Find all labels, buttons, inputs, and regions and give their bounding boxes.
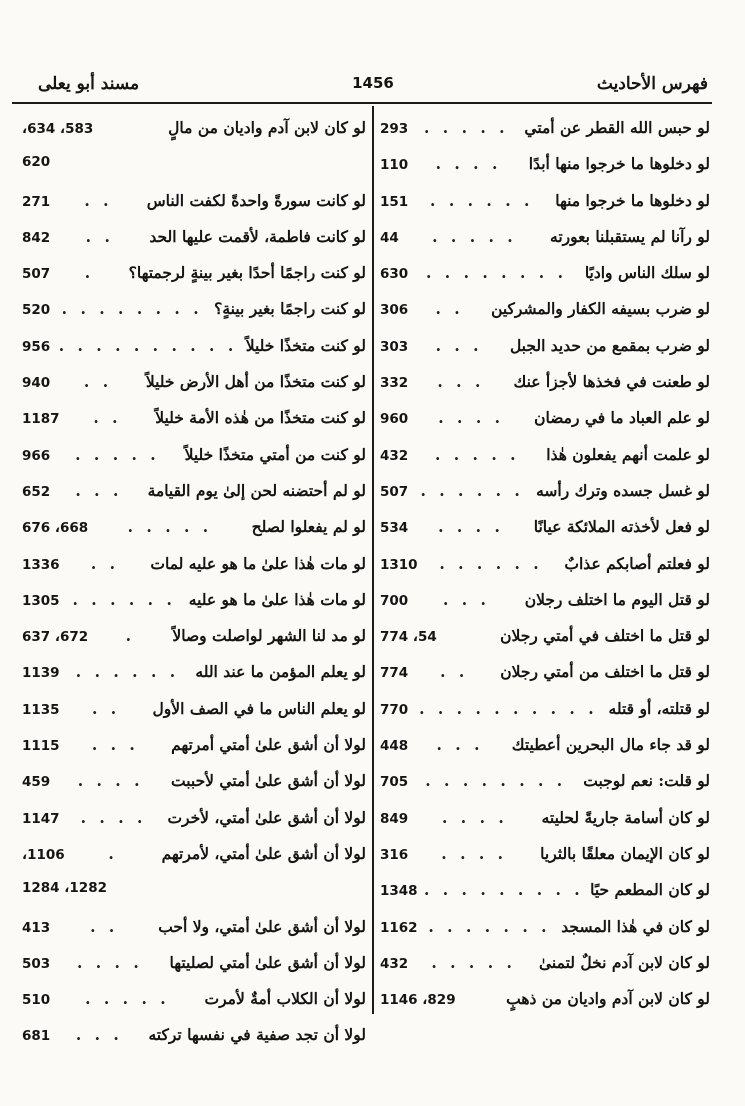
index-entry (380, 299, 710, 335)
entry-hadith-number: 507 (380, 483, 409, 500)
index-entry (380, 735, 710, 771)
index-entry (22, 154, 366, 190)
entry-hadith-number: 1147 (22, 810, 60, 827)
entry-hadith-number: 1305 (22, 592, 60, 609)
index-entry (22, 445, 366, 481)
index-entry (22, 917, 366, 953)
entry-hadith-number: 303 (380, 338, 409, 355)
entry-leader-dots: . . . . . . . . (426, 263, 567, 283)
entry-text: لو يعلم الناس ما في الصف الأول (152, 698, 366, 718)
index-title: فهرس الأحاديث (596, 74, 708, 94)
entry-leader-dots: . . . . . . . . . . (419, 698, 598, 718)
entry-leader-dots: . . . . (442, 807, 508, 827)
page-number: 1456 (352, 74, 394, 92)
entry-leader-dots: . . . . . . . . . . (58, 335, 238, 355)
index-entry (22, 844, 366, 880)
entry-leader-dots: . . (440, 662, 469, 682)
index-entry (380, 517, 710, 553)
entry-leader-dots: . . (83, 372, 113, 392)
entry-hadith-number: 271 (22, 193, 51, 210)
entry-hadith-number: 413 (22, 919, 51, 936)
entry-leader-dots: . . (90, 916, 119, 936)
header-rule (12, 102, 712, 104)
index-entry (380, 554, 710, 590)
entry-text: لو كان في هٰذا المسجد (561, 916, 710, 936)
entry-leader-dots: . . . . . . (75, 662, 180, 682)
index-entry (380, 481, 710, 517)
entry-text: لو قتلته، أو قتله (608, 698, 710, 718)
entry-hadith-number: 520 (22, 302, 51, 319)
entry-text: لو فعل لأخذته الملائكة عيانًا (533, 517, 710, 537)
entry-hadith-number: 652 (22, 483, 51, 500)
index-entry (380, 917, 710, 953)
index-entry (22, 408, 366, 444)
entry-leader-dots: . . . . (441, 843, 508, 863)
entry-leader-dots: . . . . (77, 771, 144, 791)
entry-text: لولا أن أشق علىٰ أمتي، لأمرتهم (161, 843, 366, 863)
entry-hadith-number: 956 (22, 338, 51, 355)
entry-leader-dots: . . . (75, 480, 123, 500)
index-entry (380, 263, 710, 299)
left-column (22, 118, 366, 1062)
entry-leader-dots: . . . . . . (72, 589, 176, 609)
entry-text: لو قتل ما اختلف في أمتي رجلان (500, 626, 710, 646)
index-entry (22, 1025, 366, 1061)
entry-hadith-number: 459 (22, 774, 51, 791)
entry-hadith-number: 510 (22, 992, 51, 1009)
entry-hadith-number: 293 (380, 121, 409, 137)
entry-leader-dots: . . . . . (85, 989, 170, 1009)
entry-leader-dots: . . (85, 226, 114, 246)
entry-hadith-number: 448 (380, 738, 409, 755)
index-entry (380, 953, 710, 989)
entry-hadith-number: 774 (380, 665, 409, 682)
entry-hadith-number: ،1106 (22, 846, 65, 863)
entry-text: لو كان الإيمان معلقًا بالثريا (540, 843, 710, 863)
index-entry (380, 408, 710, 444)
index-entry (22, 699, 366, 735)
index-entry (22, 771, 366, 807)
column-divider (372, 106, 374, 1014)
entry-hadith-number: 1146 ،829 (380, 992, 456, 1009)
entry-text: لولا أن تجد صفية في نفسها تركته (148, 1025, 366, 1045)
entry-hadith-number: 316 (380, 846, 409, 863)
entry-leader-dots: . . (435, 299, 464, 319)
entry-text: لو كانت فاطمة، لأقمت عليها الحد (149, 226, 366, 246)
entry-text: لو مات هٰذا علىٰ ما هو عليه لمات (150, 553, 366, 573)
entry-leader-dots: . . . (437, 372, 485, 392)
entry-text: لو كانت سورةً واحدةً لكفت الناس (146, 190, 366, 210)
entry-hadith-number: 774 ،54 (380, 629, 437, 646)
entry-hadith-number: 681 (22, 1028, 51, 1045)
entry-leader-dots: . (84, 263, 95, 283)
index-entry (22, 953, 366, 989)
index-entry (380, 626, 710, 662)
entry-leader-dots: . . . . . . . . (425, 771, 567, 791)
entry-text: لو كان لابن آدم واديان من مالٍ (168, 118, 366, 137)
entry-leader-dots: . . . . (435, 154, 502, 174)
entry-text: لولا أن أشق علىٰ أمتي، ولا أحب (158, 916, 366, 936)
entry-text: لو لم أحتضنه لحن إلىٰ يوم القيامة (147, 480, 366, 500)
index-entry (22, 554, 366, 590)
entry-leader-dots: . . (84, 190, 113, 210)
entry-hadith-number: 705 (380, 774, 409, 791)
book-title: مسند أبو يعلى (38, 74, 140, 94)
entry-hadith-number: 432 (380, 955, 409, 972)
entry-hadith-number: 842 (22, 229, 51, 246)
index-entry (22, 372, 366, 408)
entry-text: لو ضرب بمقمع من حديد الجبل (509, 335, 710, 355)
entry-leader-dots: . . . . . . . . . (423, 880, 584, 900)
entry-hadith-number: 432 (380, 447, 409, 464)
entry-leader-dots: . . . . . (434, 444, 520, 464)
entry-leader-dots: . . . . (76, 952, 143, 972)
entry-text: لو كان لابن آدم واديان من ذهبٍ (506, 989, 710, 1009)
entry-leader-dots: . . . (442, 589, 490, 609)
entry-text: لو ضرب بسيفه الكفار والمشركين (491, 299, 710, 319)
index-entry (380, 880, 710, 916)
entry-text: لو كنت راجمًا أحدًا بغير بينةٍ لرجمتها؟ (128, 263, 366, 283)
entry-text: لو كان لابن آدم نخلٌ لتمنىٰ (539, 952, 710, 972)
index-entry (380, 699, 710, 735)
index-entry (22, 299, 366, 335)
entry-hadith-number: 1135 (22, 701, 60, 718)
entry-text: لو قتل اليوم ما اختلف رجلان (524, 589, 710, 609)
entry-leader-dots: . . . . . (127, 517, 213, 537)
entry-hadith-number: 1187 (22, 411, 60, 428)
index-entry (22, 989, 366, 1025)
entry-leader-dots: . . . . . . . (428, 916, 551, 936)
entry-hadith-number: 770 (380, 701, 409, 718)
index-entry (22, 808, 366, 844)
entry-leader-dots: . . . . . . . . (61, 299, 203, 319)
entry-text: لو كنت متخذًا من هٰذه الأمة خليلاً (155, 408, 366, 428)
entry-leader-dots: . . . (91, 735, 139, 755)
entry-leader-dots: . . . . (438, 408, 505, 428)
entry-text: لو رآنا لم يستقبلنا بعورته (550, 226, 710, 246)
entry-hadith-number: 940 (22, 375, 51, 392)
entry-hadith-number: 1284 ،1282 (22, 880, 107, 897)
entry-text: لو حبس الله القطر عن أمتي (524, 118, 710, 137)
entry-hadith-number: 960 (380, 411, 409, 428)
index-entry (22, 481, 366, 517)
index-entry (22, 626, 366, 662)
entry-text: لو سلك الناس واديًا (584, 263, 710, 283)
entry-text: لولا أن أشق علىٰ أمتي لأحببت (171, 771, 366, 791)
entry-text: لو غسل جسده وترك رأسه (536, 480, 710, 500)
entry-hadith-number: 966 (22, 447, 51, 464)
entry-text: لو كنت راجمًا بغير بينةٍ؟ (214, 299, 366, 319)
entry-leader-dots: . . (91, 698, 121, 718)
entry-leader-dots: . . . . . (424, 118, 509, 137)
index-entry (380, 590, 710, 626)
index-entry (22, 590, 366, 626)
index-entry (380, 989, 710, 1025)
entry-hadith-number: 534 (380, 520, 409, 537)
index-entry (380, 191, 710, 227)
entry-hadith-number: 630 (380, 266, 409, 283)
entry-text: لو علم العباد ما في رمضان (534, 408, 710, 428)
index-entry (380, 372, 710, 408)
right-column (380, 118, 710, 1025)
entry-leader-dots: . . . . . (431, 952, 516, 972)
entry-text: لو فعلتم أصابكم عذابٌ (564, 553, 710, 573)
entry-leader-dots: . . . (436, 735, 484, 755)
entry-leader-dots: . . . . . . (420, 480, 524, 500)
entry-leader-dots: . . . (435, 335, 483, 355)
entry-text: لو كنت متخذًا خليلاً (245, 335, 366, 355)
index-entry (380, 336, 710, 372)
index-entry (380, 227, 710, 263)
entry-text: لو يعلم المؤمن ما عند الله (195, 662, 366, 682)
entry-hadith-number: 151 (380, 193, 409, 210)
page-header (38, 74, 708, 100)
entry-hadith-number: 676 ،668 (22, 520, 89, 537)
index-entry (380, 118, 710, 154)
entry-text: لو كان المطعم حيًا (590, 880, 710, 900)
index-entry (380, 808, 710, 844)
index-entry (380, 844, 710, 880)
entry-leader-dots: . (125, 626, 135, 646)
entry-text: لو قلت: نعم لوجبت (583, 771, 710, 791)
entry-hadith-number: 620 (22, 154, 51, 171)
entry-leader-dots: . . . . . . (430, 190, 534, 210)
entry-text: لو طعنت في فخذها لأجزأ عنك (513, 372, 710, 392)
entry-text: لولا أن أشق علىٰ أمتي، لأخرت (167, 807, 366, 827)
entry-hadith-number: 1115 (22, 738, 60, 755)
entry-text: لو قتل ما اختلف من أمتي رجلان (500, 662, 710, 682)
entry-hadith-number: 1139 (22, 665, 60, 682)
entry-text: لو كنت من أمتي متخذًا خليلاً (184, 444, 366, 464)
entry-hadith-number: 503 (22, 955, 51, 972)
index-entry (22, 118, 366, 154)
entry-hadith-number: 507 (22, 266, 51, 283)
entry-leader-dots: . . . . . (432, 226, 517, 246)
index-entry (22, 227, 366, 263)
entry-hadith-number: 637 ،672 (22, 629, 89, 646)
index-entry (22, 191, 366, 227)
index-entry (22, 336, 366, 372)
entry-text: لو قد جاء مال البحرين أعطيتك (511, 735, 710, 755)
entry-text: لو كان أسامة جاريةً لحليته (541, 807, 710, 827)
entry-text: لولا أن أشق علىٰ أمتي لصليتها (169, 952, 366, 972)
entry-text: لو علمت أنهم يفعلون هٰذا (546, 444, 710, 464)
index-entry (380, 662, 710, 698)
entry-text: لو دخلوها ما خرجوا منها أبدًا (528, 154, 710, 174)
entry-text: لو لم يفعلوا لصلح (251, 517, 366, 537)
entry-text: لو مات هٰذا علىٰ ما هو عليه (188, 589, 366, 609)
entry-hadith-number: 110 (380, 157, 409, 174)
entry-leader-dots: . . . . (438, 517, 504, 537)
entry-text: لولا أن الكلاب أمةٌ لأمرت (204, 989, 366, 1009)
entry-text: لو مد لنا الشهر لواصلت وصالاً (172, 626, 366, 646)
entry-hadith-number: 1162 (380, 919, 418, 936)
index-entry (380, 771, 710, 807)
index-entry (380, 445, 710, 481)
entry-leader-dots: . . . . . . (439, 553, 543, 573)
entry-hadith-number: 1348 (380, 883, 418, 900)
entry-hadith-number: 1336 (22, 556, 60, 573)
index-entry (22, 517, 366, 553)
entry-leader-dots: . . . (75, 1025, 123, 1045)
entry-hadith-number: 332 (380, 375, 409, 392)
entry-hadith-number: 849 (380, 810, 409, 827)
entry-leader-dots: . . . . (80, 807, 147, 827)
entry-hadith-number: 700 (380, 592, 409, 609)
index-entry (22, 662, 366, 698)
index-entry (22, 880, 366, 916)
index-entry (22, 263, 366, 299)
entry-hadith-number: 306 (380, 302, 409, 319)
entry-text: لو كنت متخذًا من أهل الأرض خليلاً (145, 372, 366, 392)
entry-hadith-number: 44 (380, 229, 399, 246)
entry-leader-dots: . . . . . (75, 444, 160, 464)
entry-text: لو دخلوها ما خرجوا منها (555, 190, 710, 210)
index-entry (22, 735, 366, 771)
entry-hadith-number: ،634 ،583 (22, 121, 94, 137)
entry-leader-dots: . . (93, 408, 122, 428)
entry-leader-dots: . (108, 843, 118, 863)
entry-text: لولا أن أشق علىٰ أمتي أمرتهم (171, 735, 366, 755)
entry-leader-dots: . . (90, 553, 120, 573)
index-entry (380, 154, 710, 190)
entry-hadith-number: 1310 (380, 556, 418, 573)
